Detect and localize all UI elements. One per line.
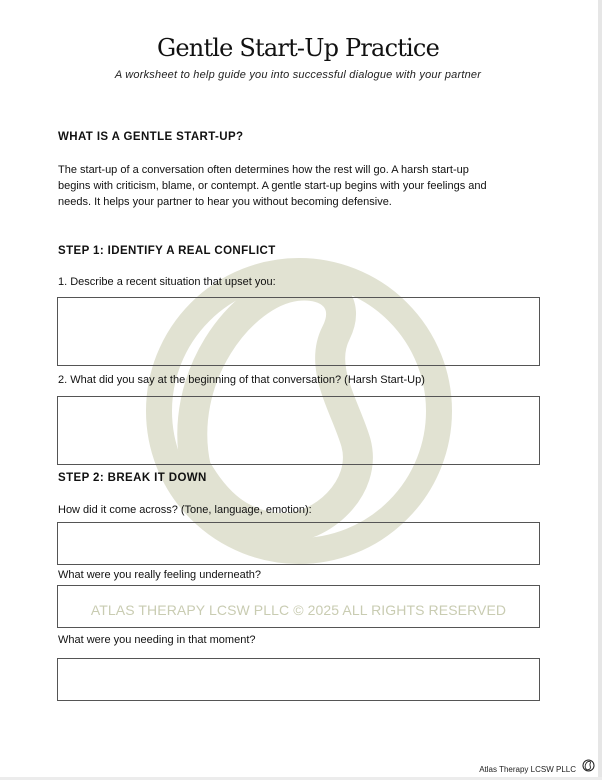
page-edge — [598, 0, 602, 780]
question-harsh-startup: 2. What did you say at the beginning of that conversation? (Harsh Start-Up) — [58, 374, 425, 386]
intro-heading: WHAT IS A GENTLE START-UP? — [58, 131, 244, 143]
intro-line: begins with criticism, blame, or contempt. A gentle start-up begins with your feelings and — [58, 180, 487, 192]
question-tone: How did it come across? (Tone, language, emotion): — [58, 504, 312, 516]
atlas-logo-icon — [582, 759, 595, 772]
answer-box-tone[interactable] — [57, 522, 540, 565]
answer-box-recent-situation[interactable] — [57, 297, 540, 366]
answer-box-harsh-startup[interactable] — [57, 396, 540, 465]
step2-heading: STEP 2: BREAK IT DOWN — [58, 472, 207, 484]
question-recent-situation: 1. Describe a recent situation that upset you: — [58, 276, 276, 288]
footer-text: Atlas Therapy LCSW PLLC — [479, 765, 576, 774]
intro-paragraph — [58, 162, 543, 210]
answer-box-needing[interactable] — [57, 658, 540, 701]
page-title: Gentle Start-Up Practice — [157, 34, 439, 62]
step1-heading: STEP 1: IDENTIFY A REAL CONFLICT — [58, 245, 276, 257]
copyright-watermark-text: ATLAS THERAPY LCSW PLLC © 2025 ALL RIGHTS RESERVED — [90, 602, 507, 618]
question-needing: What were you needing in that moment? — [58, 634, 256, 646]
intro-line: needs. It helps your partner to hear you without becoming defensive. — [58, 196, 392, 208]
page-subtitle: A worksheet to help guide you into successful dialogue with your partner — [114, 69, 482, 81]
question-feeling: What were you really feeling underneath? — [58, 569, 262, 581]
intro-line: The start-up of a conversation often determines how the rest will go. A harsh start-up — [58, 164, 469, 176]
